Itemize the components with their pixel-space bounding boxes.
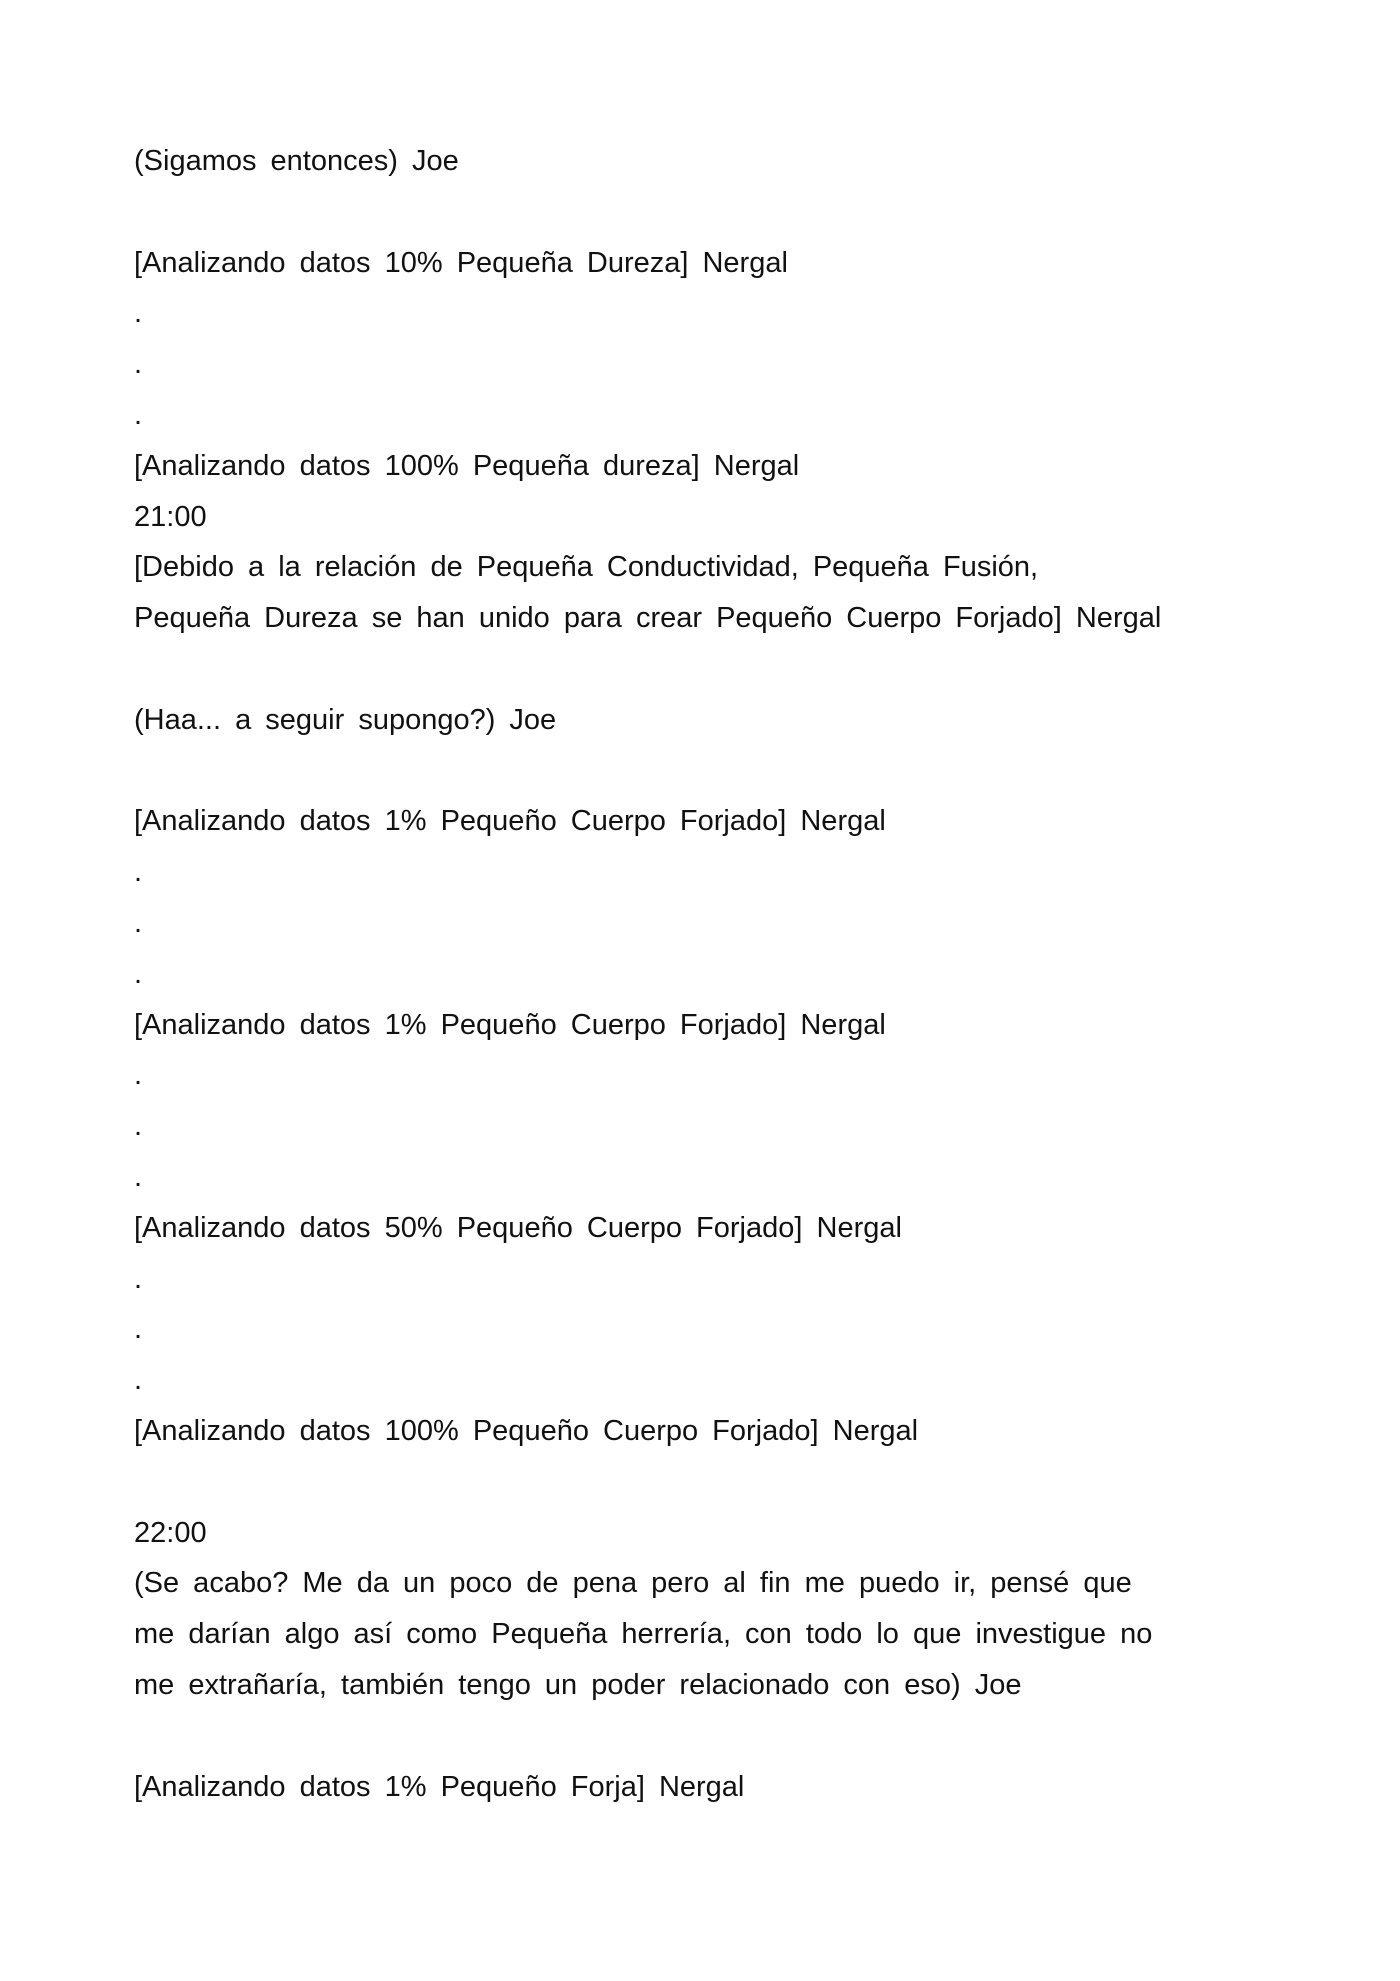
text-line: . <box>134 398 143 431</box>
text-line: [Analizando datos 100% Pequeño Cuerpo Forjado] Nergal <box>134 1414 919 1447</box>
text-line: . <box>134 1160 143 1193</box>
text-line: [Analizando datos 1% Pequeño Cuerpo Forjado] Nergal <box>134 805 886 838</box>
text-line: . <box>134 1364 143 1397</box>
text-line: [Analizando datos 1% Pequeño Cuerpo Forjado] Nergal <box>134 1008 886 1041</box>
document-body <box>134 136 1294 1812</box>
text-line: [Analizando datos 100% Pequeña dureza] Nergal <box>134 449 800 482</box>
blank-line <box>134 644 1294 695</box>
text-line: . <box>134 856 143 889</box>
text-line: . <box>134 1059 143 1092</box>
text-line: [Analizando datos 10% Pequeña Dureza] Nergal <box>134 246 788 279</box>
text-line: . <box>134 906 143 939</box>
text-line: me darían algo así como Pequeña herrería, con todo lo que investigue no <box>134 1618 1153 1651</box>
text-line: 21:00 <box>134 500 207 533</box>
text-line: . <box>134 1110 143 1143</box>
text-line: . <box>134 957 143 990</box>
text-line: [Debido a la relación de Pequeña Conductividad, Pequeña Fusión, <box>134 551 1039 584</box>
text-line: . <box>134 1262 143 1295</box>
text-line: [Analizando datos 50% Pequeño Cuerpo Forjado] Nergal <box>134 1211 902 1244</box>
blank-line <box>134 746 1294 797</box>
blank-line <box>134 187 1294 238</box>
text-line: Pequeña Dureza se han unido para crear Pequeño Cuerpo Forjado] Nergal <box>134 602 1162 635</box>
blank-line <box>134 1711 1294 1762</box>
blank-line <box>134 1457 1294 1508</box>
text-line: (Se acabo? Me da un poco de pena pero al fin me puedo ir, pensé que <box>134 1567 1132 1600</box>
text-line: . <box>134 1313 143 1346</box>
text-line: (Haa... a seguir supongo?) Joe <box>134 703 557 736</box>
text-line: [Analizando datos 1% Pequeño Forja] Nergal <box>134 1770 745 1803</box>
text-line: 22:00 <box>134 1516 207 1549</box>
text-line: me extrañaría, también tengo un poder relacionado con eso) Joe <box>134 1668 1022 1701</box>
text-line: . <box>134 348 143 381</box>
text-line: . <box>134 297 143 330</box>
text-line: (Sigamos entonces) Joe <box>134 145 459 177</box>
